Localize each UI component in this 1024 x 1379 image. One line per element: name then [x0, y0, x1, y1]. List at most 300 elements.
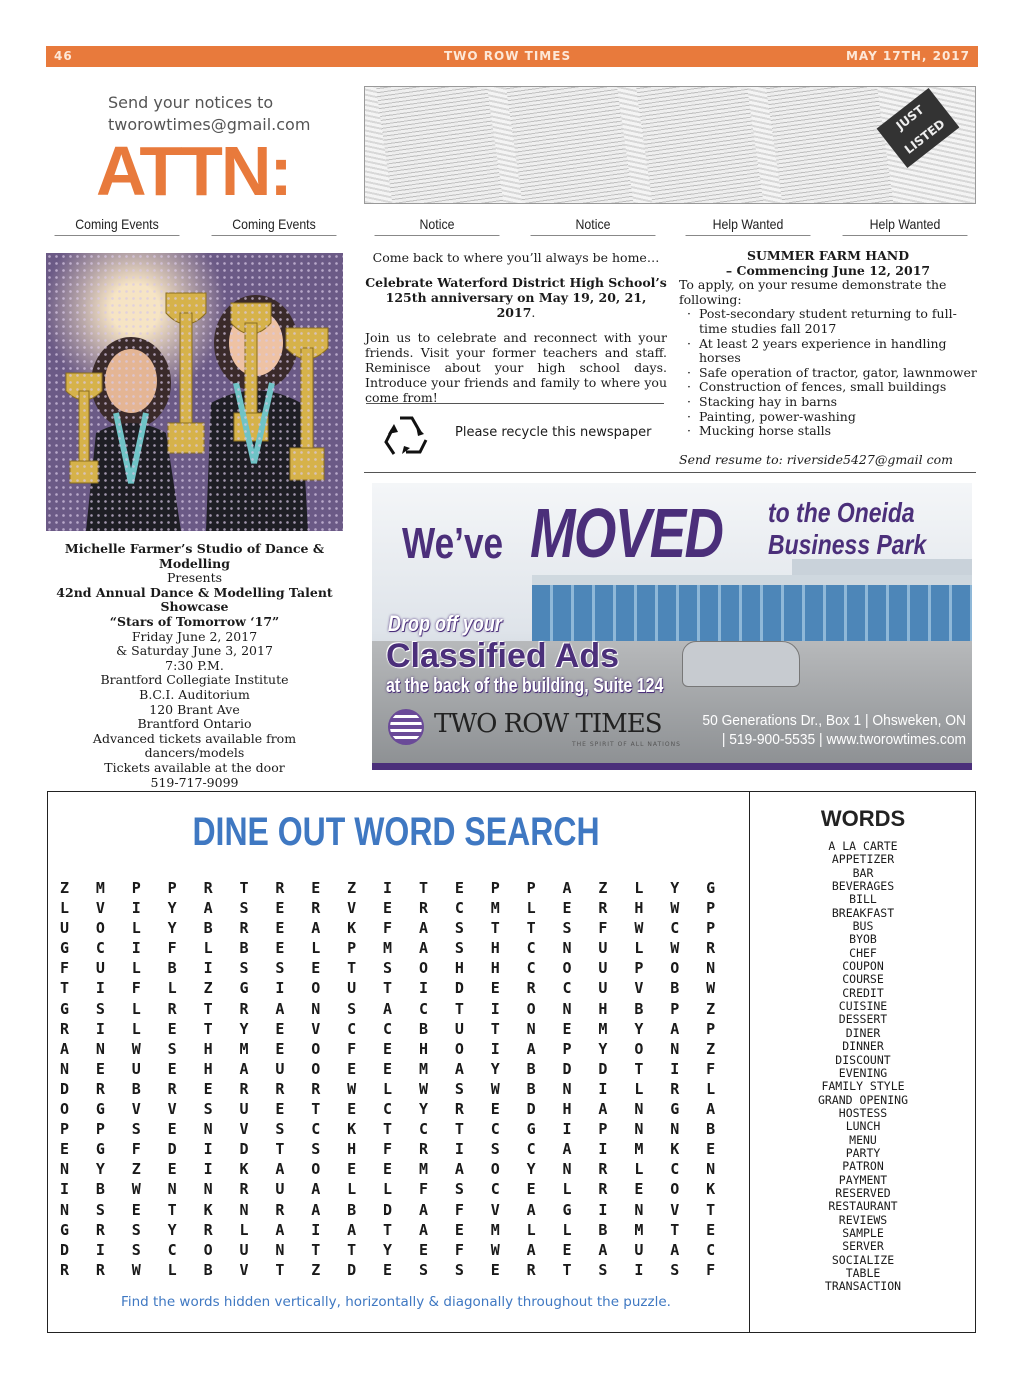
grid-letter[interactable]: W: [131, 1180, 141, 1199]
grid-letter[interactable]: H: [490, 959, 500, 978]
grid-letter[interactable]: Y: [598, 1039, 608, 1058]
grid-letter[interactable]: Z: [60, 879, 70, 897]
grid-letter[interactable]: G: [95, 1100, 105, 1119]
grid-letter[interactable]: E: [275, 899, 285, 918]
grid-letter[interactable]: Y: [167, 919, 177, 938]
grid-letter[interactable]: B: [634, 999, 644, 1018]
grid-letter[interactable]: L: [167, 979, 177, 998]
grid-letter[interactable]: E: [275, 1019, 285, 1038]
grid-letter[interactable]: E: [131, 1200, 141, 1219]
grid-letter[interactable]: A: [418, 919, 428, 938]
grid-letter[interactable]: C: [418, 1120, 428, 1139]
grid-letter[interactable]: M: [634, 1220, 644, 1239]
grid-letter[interactable]: N: [634, 1120, 644, 1139]
grid-letter[interactable]: I: [203, 959, 213, 978]
grid-letter[interactable]: U: [239, 1240, 249, 1259]
grid-letter[interactable]: C: [526, 959, 536, 978]
grid-letter[interactable]: S: [95, 1200, 105, 1219]
grid-letter[interactable]: T: [634, 1059, 644, 1078]
grid-letter[interactable]: F: [131, 979, 141, 998]
grid-letter[interactable]: C: [418, 999, 428, 1018]
grid-letter[interactable]: N: [634, 1200, 644, 1219]
grid-letter[interactable]: I: [203, 1140, 213, 1159]
grid-letter[interactable]: O: [670, 1180, 680, 1199]
grid-letter[interactable]: A: [598, 1240, 608, 1259]
grid-letter[interactable]: B: [347, 1200, 357, 1219]
grid-letter[interactable]: E: [418, 1240, 428, 1259]
grid-letter[interactable]: I: [95, 1240, 105, 1259]
grid-letter[interactable]: N: [167, 1180, 177, 1199]
grid-letter[interactable]: E: [167, 1019, 177, 1038]
grid-letter[interactable]: I: [454, 1140, 464, 1159]
grid-letter[interactable]: C: [95, 939, 105, 958]
grid-letter[interactable]: U: [131, 1059, 141, 1078]
grid-letter[interactable]: I: [60, 1180, 70, 1199]
grid-letter[interactable]: F: [598, 919, 608, 938]
grid-letter[interactable]: R: [598, 1180, 608, 1199]
grid-letter[interactable]: F: [60, 959, 70, 978]
grid-letter[interactable]: P: [526, 879, 536, 897]
grid-letter[interactable]: E: [383, 1260, 393, 1279]
grid-letter[interactable]: P: [347, 939, 357, 958]
grid-letter[interactable]: I: [311, 1220, 321, 1239]
grid-letter[interactable]: H: [562, 1100, 572, 1119]
grid-letter[interactable]: Z: [347, 879, 357, 897]
grid-letter[interactable]: R: [418, 1140, 428, 1159]
grid-letter[interactable]: N: [562, 939, 572, 958]
grid-letter[interactable]: T: [275, 1140, 285, 1159]
grid-letter[interactable]: S: [275, 959, 285, 978]
grid-letter[interactable]: B: [526, 1079, 536, 1098]
grid-letter[interactable]: S: [454, 1180, 464, 1199]
grid-letter[interactable]: F: [418, 1180, 428, 1199]
grid-letter[interactable]: L: [131, 1019, 141, 1038]
grid-letter[interactable]: T: [670, 1220, 680, 1239]
grid-letter[interactable]: R: [95, 1220, 105, 1239]
grid-letter[interactable]: O: [60, 1100, 70, 1119]
grid-letter[interactable]: R: [311, 899, 321, 918]
grid-letter[interactable]: R: [60, 1260, 70, 1279]
grid-letter[interactable]: A: [562, 879, 572, 897]
grid-letter[interactable]: D: [562, 1059, 572, 1078]
grid-letter[interactable]: E: [275, 939, 285, 958]
grid-letter[interactable]: R: [167, 1079, 177, 1098]
grid-letter[interactable]: R: [167, 999, 177, 1018]
grid-letter[interactable]: I: [670, 1059, 680, 1078]
grid-letter[interactable]: L: [634, 1079, 644, 1098]
grid-letter[interactable]: T: [454, 999, 464, 1018]
grid-letter[interactable]: L: [562, 1220, 572, 1239]
grid-letter[interactable]: R: [239, 1180, 249, 1199]
grid-letter[interactable]: O: [634, 1039, 644, 1058]
grid-letter[interactable]: W: [490, 1079, 500, 1098]
grid-letter[interactable]: E: [275, 1039, 285, 1058]
grid-letter[interactable]: N: [670, 1120, 680, 1139]
grid-letter[interactable]: Y: [383, 1240, 393, 1259]
grid-letter[interactable]: E: [60, 1140, 70, 1159]
grid-letter[interactable]: A: [598, 1100, 608, 1119]
grid-letter[interactable]: A: [670, 1019, 680, 1038]
grid-letter[interactable]: G: [60, 939, 70, 958]
grid-letter[interactable]: B: [670, 979, 680, 998]
grid-letter[interactable]: L: [383, 1180, 393, 1199]
grid-letter[interactable]: W: [418, 1079, 428, 1098]
grid-letter[interactable]: I: [383, 879, 393, 897]
grid-letter[interactable]: T: [347, 1240, 357, 1259]
grid-letter[interactable]: F: [706, 1260, 716, 1279]
grid-letter[interactable]: H: [634, 899, 644, 918]
grid-letter[interactable]: N: [203, 1180, 213, 1199]
grid-letter[interactable]: A: [311, 1200, 321, 1219]
grid-letter[interactable]: W: [670, 899, 680, 918]
grid-letter[interactable]: D: [60, 1079, 70, 1098]
grid-letter[interactable]: E: [311, 879, 321, 897]
grid-letter[interactable]: T: [275, 1260, 285, 1279]
grid-letter[interactable]: P: [634, 959, 644, 978]
grid-letter[interactable]: A: [311, 919, 321, 938]
grid-letter[interactable]: N: [670, 1039, 680, 1058]
grid-letter[interactable]: P: [598, 1120, 608, 1139]
grid-letter[interactable]: N: [311, 999, 321, 1018]
grid-letter[interactable]: E: [347, 1100, 357, 1119]
grid-letter[interactable]: S: [95, 999, 105, 1018]
grid-letter[interactable]: N: [60, 1160, 70, 1179]
grid-letter[interactable]: I: [418, 979, 428, 998]
grid-letter[interactable]: R: [706, 939, 716, 958]
grid-letter[interactable]: A: [418, 1200, 428, 1219]
grid-letter[interactable]: O: [454, 1039, 464, 1058]
grid-letter[interactable]: Y: [634, 1019, 644, 1038]
grid-letter[interactable]: I: [131, 899, 141, 918]
grid-letter[interactable]: G: [562, 1200, 572, 1219]
grid-letter[interactable]: L: [60, 899, 70, 918]
grid-letter[interactable]: S: [347, 999, 357, 1018]
grid-letter[interactable]: A: [239, 1059, 249, 1078]
grid-letter[interactable]: C: [311, 1120, 321, 1139]
grid-letter[interactable]: G: [670, 1100, 680, 1119]
grid-letter[interactable]: F: [131, 1140, 141, 1159]
grid-letter[interactable]: P: [490, 879, 500, 897]
grid-letter[interactable]: K: [239, 1160, 249, 1179]
grid-letter[interactable]: P: [131, 879, 141, 897]
grid-letter[interactable]: O: [526, 999, 536, 1018]
grid-letter[interactable]: V: [347, 899, 357, 918]
grid-letter[interactable]: U: [454, 1019, 464, 1038]
grid-letter[interactable]: I: [490, 999, 500, 1018]
grid-letter[interactable]: O: [203, 1240, 213, 1259]
grid-letter[interactable]: I: [275, 979, 285, 998]
grid-letter[interactable]: N: [95, 1039, 105, 1058]
grid-letter[interactable]: O: [311, 1160, 321, 1179]
grid-letter[interactable]: K: [670, 1140, 680, 1159]
grid-letter[interactable]: Y: [418, 1100, 428, 1119]
grid-letter[interactable]: H: [347, 1140, 357, 1159]
grid-letter[interactable]: C: [670, 1160, 680, 1179]
grid-letter[interactable]: N: [706, 1160, 716, 1179]
grid-letter[interactable]: L: [239, 1220, 249, 1239]
grid-letter[interactable]: L: [526, 1220, 536, 1239]
grid-letter[interactable]: C: [490, 1120, 500, 1139]
grid-letter[interactable]: P: [167, 879, 177, 897]
grid-letter[interactable]: B: [203, 1260, 213, 1279]
grid-letter[interactable]: F: [347, 1039, 357, 1058]
grid-letter[interactable]: Z: [131, 1160, 141, 1179]
grid-letter[interactable]: T: [203, 1019, 213, 1038]
grid-letter[interactable]: F: [167, 939, 177, 958]
grid-letter[interactable]: S: [383, 959, 393, 978]
grid-letter[interactable]: B: [526, 1059, 536, 1078]
grid-letter[interactable]: C: [526, 1140, 536, 1159]
grid-letter[interactable]: P: [706, 899, 716, 918]
grid-letter[interactable]: E: [203, 1079, 213, 1098]
grid-letter[interactable]: S: [131, 1120, 141, 1139]
grid-letter[interactable]: R: [454, 1100, 464, 1119]
grid-letter[interactable]: S: [598, 1260, 608, 1279]
grid-letter[interactable]: R: [418, 899, 428, 918]
grid-letter[interactable]: R: [60, 1019, 70, 1038]
grid-letter[interactable]: I: [634, 1260, 644, 1279]
grid-letter[interactable]: O: [670, 959, 680, 978]
grid-letter[interactable]: G: [706, 879, 716, 897]
grid-letter[interactable]: O: [562, 959, 572, 978]
grid-letter[interactable]: Y: [167, 1220, 177, 1239]
grid-letter[interactable]: H: [203, 1059, 213, 1078]
grid-letter[interactable]: A: [670, 1240, 680, 1259]
grid-letter[interactable]: V: [490, 1200, 500, 1219]
grid-letter[interactable]: U: [275, 1059, 285, 1078]
grid-letter[interactable]: N: [203, 1120, 213, 1139]
grid-letter[interactable]: G: [95, 1140, 105, 1159]
grid-letter[interactable]: L: [634, 879, 644, 897]
grid-letter[interactable]: G: [526, 1120, 536, 1139]
grid-letter[interactable]: F: [383, 919, 393, 938]
grid-letter[interactable]: N: [634, 1100, 644, 1119]
grid-letter[interactable]: E: [706, 1140, 716, 1159]
grid-letter[interactable]: G: [60, 999, 70, 1018]
grid-letter[interactable]: O: [490, 1160, 500, 1179]
grid-letter[interactable]: W: [490, 1240, 500, 1259]
grid-letter[interactable]: L: [131, 999, 141, 1018]
grid-letter[interactable]: B: [203, 919, 213, 938]
grid-letter[interactable]: E: [167, 1059, 177, 1078]
grid-letter[interactable]: W: [131, 1260, 141, 1279]
grid-letter[interactable]: A: [275, 1220, 285, 1239]
grid-letter[interactable]: A: [347, 1220, 357, 1239]
grid-letter[interactable]: A: [526, 1039, 536, 1058]
grid-letter[interactable]: O: [311, 1039, 321, 1058]
grid-letter[interactable]: U: [634, 1240, 644, 1259]
grid-letter[interactable]: V: [95, 899, 105, 918]
grid-letter[interactable]: R: [203, 1220, 213, 1239]
grid-letter[interactable]: R: [95, 1079, 105, 1098]
grid-letter[interactable]: A: [418, 939, 428, 958]
grid-letter[interactable]: F: [383, 1140, 393, 1159]
grid-letter[interactable]: L: [131, 959, 141, 978]
send-email[interactable]: tworowtimes@gmail.com: [108, 115, 311, 134]
grid-letter[interactable]: V: [167, 1100, 177, 1119]
grid-letter[interactable]: M: [598, 1019, 608, 1038]
grid-letter[interactable]: L: [203, 939, 213, 958]
grid-letter[interactable]: S: [670, 1260, 680, 1279]
grid-letter[interactable]: E: [95, 1059, 105, 1078]
grid-letter[interactable]: R: [670, 1079, 680, 1098]
grid-letter[interactable]: V: [239, 1120, 249, 1139]
grid-letter[interactable]: W: [347, 1079, 357, 1098]
grid-letter[interactable]: E: [490, 979, 500, 998]
grid-letter[interactable]: S: [131, 1220, 141, 1239]
grid-letter[interactable]: E: [562, 1240, 572, 1259]
grid-letter[interactable]: F: [454, 1240, 464, 1259]
grid-letter[interactable]: H: [203, 1039, 213, 1058]
grid-letter[interactable]: K: [347, 1120, 357, 1139]
grid-letter[interactable]: T: [490, 919, 500, 938]
grid-letter[interactable]: V: [131, 1100, 141, 1119]
grid-letter[interactable]: C: [706, 1240, 716, 1259]
grid-letter[interactable]: R: [203, 879, 213, 897]
grid-letter[interactable]: Y: [670, 879, 680, 897]
grid-letter[interactable]: A: [275, 999, 285, 1018]
grid-letter[interactable]: T: [562, 1260, 572, 1279]
grid-letter[interactable]: P: [60, 1120, 70, 1139]
grid-letter[interactable]: E: [167, 1120, 177, 1139]
grid-letter[interactable]: N: [526, 1019, 536, 1038]
grid-letter[interactable]: G: [239, 979, 249, 998]
grid-letter[interactable]: A: [526, 1240, 536, 1259]
grid-letter[interactable]: E: [383, 1059, 393, 1078]
grid-letter[interactable]: D: [526, 1100, 536, 1119]
grid-letter[interactable]: E: [275, 1100, 285, 1119]
grid-letter[interactable]: S: [454, 1079, 464, 1098]
grid-letter[interactable]: I: [95, 1019, 105, 1038]
grid-letter[interactable]: V: [311, 1019, 321, 1038]
grid-letter[interactable]: S: [490, 1140, 500, 1159]
grid-letter[interactable]: R: [275, 879, 285, 897]
grid-letter[interactable]: R: [239, 919, 249, 938]
grid-letter[interactable]: R: [239, 1079, 249, 1098]
grid-letter[interactable]: L: [526, 899, 536, 918]
grid-letter[interactable]: T: [311, 1100, 321, 1119]
grid-letter[interactable]: P: [562, 1039, 572, 1058]
grid-letter[interactable]: D: [347, 1260, 357, 1279]
grid-letter[interactable]: C: [383, 1100, 393, 1119]
grid-letter[interactable]: H: [418, 1039, 428, 1058]
grid-letter[interactable]: Z: [203, 979, 213, 998]
grid-letter[interactable]: N: [562, 1160, 572, 1179]
grid-letter[interactable]: E: [490, 1260, 500, 1279]
grid-letter[interactable]: E: [383, 899, 393, 918]
grid-letter[interactable]: C: [490, 1180, 500, 1199]
grid-letter[interactable]: L: [706, 1079, 716, 1098]
grid-letter[interactable]: M: [490, 1220, 500, 1239]
grid-letter[interactable]: U: [598, 959, 608, 978]
grid-letter[interactable]: R: [598, 1160, 608, 1179]
grid-letter[interactable]: P: [670, 999, 680, 1018]
grid-letter[interactable]: E: [383, 1160, 393, 1179]
grid-letter[interactable]: T: [239, 879, 249, 897]
grid-letter[interactable]: T: [706, 1200, 716, 1219]
grid-letter[interactable]: T: [60, 979, 70, 998]
grid-letter[interactable]: E: [634, 1180, 644, 1199]
grid-letter[interactable]: A: [562, 1140, 572, 1159]
grid-letter[interactable]: D: [167, 1140, 177, 1159]
grid-letter[interactable]: M: [383, 939, 393, 958]
grid-letter[interactable]: O: [311, 1059, 321, 1078]
grid-letter[interactable]: S: [454, 919, 464, 938]
grid-letter[interactable]: C: [167, 1240, 177, 1259]
grid-letter[interactable]: L: [311, 939, 321, 958]
grid-letter[interactable]: U: [598, 979, 608, 998]
grid-letter[interactable]: S: [562, 919, 572, 938]
grid-letter[interactable]: U: [275, 1180, 285, 1199]
grid-letter[interactable]: I: [598, 1140, 608, 1159]
grid-letter[interactable]: V: [239, 1260, 249, 1279]
grid-letter[interactable]: D: [598, 1059, 608, 1078]
grid-letter[interactable]: E: [562, 899, 572, 918]
grid-letter[interactable]: T: [347, 959, 357, 978]
grid-letter[interactable]: T: [383, 979, 393, 998]
grid-letter[interactable]: R: [275, 1079, 285, 1098]
grid-letter[interactable]: A: [311, 1180, 321, 1199]
grid-letter[interactable]: S: [275, 1120, 285, 1139]
grid-letter[interactable]: S: [311, 1140, 321, 1159]
grid-letter[interactable]: T: [311, 1240, 321, 1259]
grid-letter[interactable]: N: [275, 1240, 285, 1259]
grid-letter[interactable]: I: [95, 979, 105, 998]
grid-letter[interactable]: N: [562, 1079, 572, 1098]
grid-letter[interactable]: Y: [167, 899, 177, 918]
grid-letter[interactable]: R: [95, 1260, 105, 1279]
grid-letter[interactable]: Y: [526, 1160, 536, 1179]
grid-letter[interactable]: U: [95, 959, 105, 978]
grid-letter[interactable]: T: [383, 1220, 393, 1239]
grid-letter[interactable]: M: [239, 1039, 249, 1058]
grid-letter[interactable]: V: [670, 1200, 680, 1219]
grid-letter[interactable]: B: [598, 1220, 608, 1239]
grid-letter[interactable]: D: [60, 1240, 70, 1259]
grid-letter[interactable]: E: [383, 1039, 393, 1058]
grid-letter[interactable]: W: [670, 939, 680, 958]
grid-letter[interactable]: Z: [706, 1039, 716, 1058]
grid-letter[interactable]: L: [131, 919, 141, 938]
grid-letter[interactable]: A: [60, 1039, 70, 1058]
grid-letter[interactable]: B: [167, 959, 177, 978]
grid-letter[interactable]: M: [490, 899, 500, 918]
grid-letter[interactable]: Y: [95, 1160, 105, 1179]
grid-letter[interactable]: M: [95, 879, 105, 897]
grid-letter[interactable]: E: [167, 1160, 177, 1179]
grid-letter[interactable]: C: [454, 899, 464, 918]
grid-letter[interactable]: B: [95, 1180, 105, 1199]
grid-letter[interactable]: C: [526, 939, 536, 958]
grid-letter[interactable]: B: [239, 939, 249, 958]
grid-letter[interactable]: S: [454, 1260, 464, 1279]
grid-letter[interactable]: N: [60, 1200, 70, 1219]
grid-letter[interactable]: L: [562, 1180, 572, 1199]
grid-letter[interactable]: E: [562, 1019, 572, 1038]
grid-letter[interactable]: D: [454, 979, 464, 998]
grid-letter[interactable]: N: [239, 1200, 249, 1219]
grid-letter[interactable]: F: [706, 1059, 716, 1078]
grid-letter[interactable]: S: [131, 1240, 141, 1259]
grid-letter[interactable]: T: [490, 1019, 500, 1038]
grid-letter[interactable]: L: [383, 1079, 393, 1098]
grid-letter[interactable]: N: [706, 959, 716, 978]
grid-letter[interactable]: P: [706, 1019, 716, 1038]
grid-letter[interactable]: E: [526, 1180, 536, 1199]
grid-letter[interactable]: D: [383, 1200, 393, 1219]
grid-letter[interactable]: E: [490, 1100, 500, 1119]
grid-letter[interactable]: M: [634, 1140, 644, 1159]
